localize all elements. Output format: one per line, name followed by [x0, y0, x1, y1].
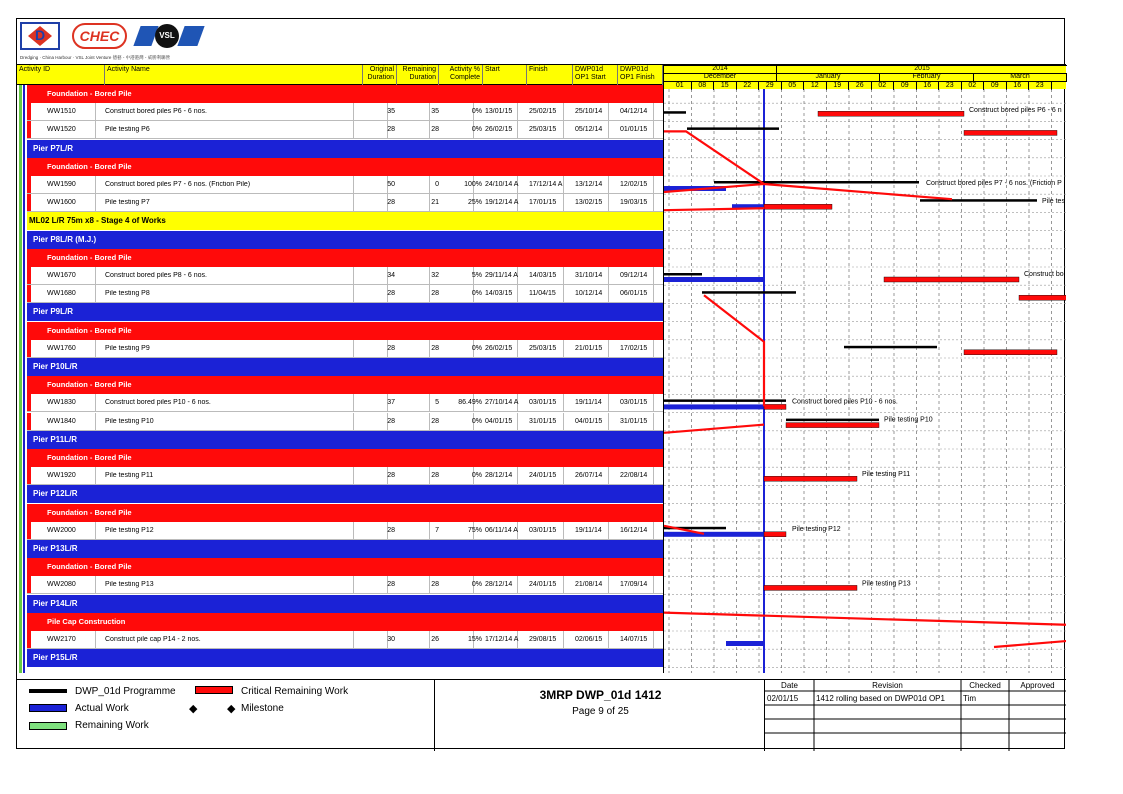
cell-activity-id: WW1840	[47, 417, 76, 425]
cell-activity-id: WW1830	[47, 399, 76, 407]
programme-bar	[687, 127, 779, 129]
dredging-logo: D	[20, 22, 60, 50]
cell-original-duration: 28	[387, 472, 395, 480]
milestone-diamond-icon: ◆	[189, 703, 198, 715]
cell-activity-name: Pile testing P12	[105, 526, 154, 534]
table-row[interactable]	[27, 194, 663, 212]
cell-activity-pct: 0%	[471, 472, 482, 480]
cell-original-duration: 34	[387, 272, 395, 279]
month-header: January	[777, 73, 880, 81]
critical-bar	[786, 423, 879, 428]
cell-activity-pct: 0%	[471, 581, 482, 589]
legend-programme-swatch	[29, 689, 67, 693]
year-2014: 2014	[664, 65, 777, 73]
logo-caption: Dredging · China Harbour · VSL Joint Venture 德藝 - 中港港灣 - 威勝利聯營	[20, 55, 171, 60]
revision-table	[765, 680, 1066, 751]
cell-remaining-duration: 0	[435, 181, 439, 188]
cell-original-duration: 28	[387, 526, 395, 534]
cell-activity-id: WW1590	[47, 181, 76, 188]
cell-activity-pct: 0%	[471, 417, 482, 425]
cell-remaining-duration: 35	[431, 108, 439, 116]
cell-start: 19/12/14 A	[485, 199, 519, 207]
header-divider	[664, 81, 1067, 82]
cell-original-duration: 35	[387, 108, 395, 116]
actual-bar	[664, 404, 764, 409]
wbs-label: Pier P10L/R	[33, 362, 78, 371]
row-wbs-band	[27, 522, 31, 540]
wbs-label: Foundation - Bored Pile	[47, 380, 132, 390]
cell-op1-start: 19/11/14	[575, 526, 602, 534]
cell-op1-start: 13/02/15	[575, 199, 603, 207]
cell-op1-finish: 03/01/15	[620, 399, 648, 407]
row-wbs-band	[27, 631, 31, 649]
programme-bar	[702, 291, 796, 294]
cell-op1-start: 21/01/15	[575, 344, 603, 352]
week-header: 01	[669, 81, 692, 90]
cell-op1-start: 19/11/14	[575, 399, 602, 407]
table-row[interactable]	[27, 413, 663, 431]
wbs-label: Pier P14L/R	[33, 598, 78, 608]
cell-op1-finish: 09/12/14	[620, 272, 648, 279]
wbs-pier-header[interactable]	[27, 649, 663, 667]
cell-activity-id: WW1600	[47, 199, 76, 207]
programme-bar	[664, 273, 702, 276]
wbs-label: Pier P15L/R	[33, 653, 78, 663]
legend-critical-swatch	[195, 686, 233, 694]
wbs-pier-header[interactable]	[27, 303, 663, 321]
actual-bar	[726, 641, 764, 646]
table-row[interactable]	[27, 340, 663, 358]
bar-label: Pile testing P12	[792, 525, 841, 533]
gantt-chart	[663, 89, 1066, 673]
wbs-group-header[interactable]	[27, 158, 663, 176]
cell-remaining-duration: 28	[431, 417, 439, 425]
cell-op1-start: 02/06/15	[575, 636, 603, 643]
cell-activity-id: WW1680	[47, 290, 76, 298]
cell-activity-pct: 86.49%	[458, 399, 482, 407]
col-finish[interactable]: Finish	[527, 65, 573, 86]
cell-op1-finish: 12/02/15	[620, 181, 648, 188]
wbs-label: Foundation - Bored Pile	[47, 562, 132, 572]
week-header: 02	[962, 81, 985, 90]
rev-header-revision: Revision	[872, 681, 903, 690]
wbs-group-header[interactable]	[27, 85, 663, 103]
table-row[interactable]	[27, 103, 663, 121]
rev-header-approved: Approved	[1020, 681, 1055, 690]
rev-row-date: 02/01/15	[767, 694, 799, 703]
wbs-group-header[interactable]	[27, 504, 663, 522]
row-wbs-band	[27, 194, 31, 212]
cell-activity-pct: 5%	[471, 272, 482, 279]
critical-bar	[964, 130, 1057, 135]
cell-op1-finish: 01/01/15	[620, 126, 648, 134]
milestone-diamond-icon-2: ◆	[227, 703, 236, 715]
week-header: 23	[939, 81, 962, 90]
critical-path-link	[704, 295, 764, 406]
cell-activity-id: WW2080	[47, 581, 76, 589]
cell-original-duration: 28	[387, 417, 395, 425]
critical-bar	[1019, 295, 1066, 300]
cell-start: 26/02/15	[485, 126, 513, 134]
cell-remaining-duration: 26	[431, 636, 439, 643]
critical-bar	[764, 585, 857, 590]
gantt-sheet	[16, 18, 1065, 749]
table-row[interactable]	[27, 522, 663, 540]
row-wbs-band	[27, 176, 31, 194]
cell-activity-pct: 0%	[471, 344, 482, 352]
cell-remaining-duration: 28	[431, 344, 439, 352]
legend-actual-swatch	[29, 704, 67, 712]
cell-op1-finish: 14/07/15	[620, 636, 648, 643]
month-header: March	[974, 73, 1067, 81]
chec-logo: CHEC	[72, 23, 127, 49]
col-remaining-duration[interactable]: Remaining Duration	[397, 65, 439, 86]
cell-op1-start: 26/07/14	[575, 472, 603, 480]
week-header: 23	[1029, 81, 1052, 90]
cell-activity-id: WW1760	[47, 344, 76, 352]
cell-activity-name: Pile testing P9	[105, 344, 150, 352]
actual-bar	[664, 277, 764, 282]
cell-activity-name: Pile testing P7	[105, 199, 150, 207]
cell-remaining-duration: 28	[431, 472, 439, 480]
wbs-label: Foundation - Bored Pile	[47, 161, 132, 171]
programme-bar	[664, 399, 786, 402]
row-wbs-band	[27, 413, 31, 431]
week-header: 29	[759, 81, 782, 90]
bar-label: Pile testing P13	[862, 580, 911, 588]
cell-op1-finish: 19/03/15	[620, 199, 648, 207]
wbs-pier-header[interactable]	[27, 540, 663, 558]
wbs-label: Pier P8L/R (M.J.)	[33, 234, 97, 244]
cell-start: 28/12/14	[485, 581, 513, 589]
wbs-label: Pier P11L/R	[33, 434, 78, 444]
wbs-pier-header[interactable]	[27, 358, 663, 376]
wbs-stage-header[interactable]	[27, 212, 663, 230]
cell-start: 29/11/14 A	[485, 272, 518, 279]
cell-activity-id: WW2170	[47, 636, 76, 643]
cell-activity-name: Construct bored piles P8 - 6 nos.	[105, 272, 207, 279]
cell-activity-name: Construct bored piles P6 - 6 nos.	[105, 108, 207, 116]
cell-finish: 24/01/15	[529, 472, 557, 480]
cell-activity-pct: 0%	[471, 126, 482, 134]
cell-activity-name: Construct bored piles P10 - 6 nos.	[105, 399, 211, 407]
cell-activity-name: Pile testing P6	[105, 126, 150, 134]
cell-original-duration: 37	[387, 399, 395, 407]
table-row[interactable]	[27, 631, 663, 649]
cell-activity-pct: 75%	[467, 526, 482, 534]
cell-original-duration: 28	[387, 199, 395, 207]
cell-finish: 25/03/15	[529, 126, 557, 134]
row-wbs-band	[27, 340, 31, 358]
cell-activity-id: WW1510	[47, 108, 76, 116]
critical-bar	[964, 350, 1057, 355]
bar-label: Construct bored piles P7 - 6 nos. (Friction P	[926, 180, 1062, 187]
wbs-label: Pier P12L/R	[33, 489, 78, 499]
week-header: 15	[714, 81, 737, 90]
table-row[interactable]	[27, 394, 663, 412]
cell-remaining-duration: 7	[435, 526, 439, 534]
programme-bar	[844, 346, 937, 349]
vsl-logo: VSL	[137, 23, 203, 49]
cell-start: 24/10/14 A	[485, 181, 519, 188]
page-number: Page 9 of 25	[572, 706, 629, 717]
week-header: 16	[1007, 81, 1030, 90]
cell-finish: 11/04/15	[529, 290, 556, 298]
critical-bar	[884, 277, 1019, 282]
cell-activity-name: Construct bored piles P7 - 6 nos. (Friction Pile)	[105, 181, 251, 188]
row-wbs-band	[27, 103, 31, 121]
cell-finish: 25/02/15	[529, 108, 557, 116]
wbs-label: Foundation - Bored Pile	[47, 252, 132, 262]
activity-table	[17, 85, 663, 673]
wbs-pier-header[interactable]	[27, 431, 663, 449]
wbs-group-header[interactable]	[27, 449, 663, 467]
cell-finish: 31/01/15	[529, 417, 557, 425]
programme-bar	[714, 181, 919, 184]
week-header: 22	[737, 81, 760, 90]
row-wbs-band	[27, 394, 31, 412]
week-header: 26	[849, 81, 872, 90]
rev-header-checked: Checked	[969, 681, 1001, 690]
critical-path-link	[664, 208, 764, 210]
cell-original-duration: 28	[387, 290, 395, 298]
wbs-pier-header[interactable]	[27, 231, 663, 249]
company-logos	[17, 19, 257, 63]
wbs-label: Pile Cap Construction	[47, 616, 126, 626]
cell-finish: 17/01/15	[529, 199, 557, 207]
week-header: 16	[917, 81, 940, 90]
cell-op1-start: 13/12/14	[575, 181, 603, 188]
schedule-title: 3MRP DWP_01d 1412	[539, 688, 662, 702]
col-activity-id[interactable]: Activity ID	[17, 65, 105, 86]
wbs-label: Foundation - Bored Pile	[47, 453, 132, 462]
critical-bar	[764, 532, 786, 537]
table-row[interactable]	[27, 121, 663, 139]
week-header: 05	[782, 81, 805, 90]
cell-op1-start: 31/10/14	[575, 272, 603, 279]
cell-finish: 03/01/15	[529, 399, 557, 407]
wbs-group-header[interactable]	[27, 322, 663, 340]
critical-bar	[764, 476, 857, 481]
cell-activity-pct: 100%	[464, 181, 482, 188]
cell-activity-name: Pile testing P11	[105, 472, 154, 480]
rev-row-checked: Tim	[963, 694, 977, 703]
table-header	[17, 64, 663, 85]
cell-activity-id: WW1670	[47, 272, 76, 279]
wbs-label: Pier P7L/R	[33, 143, 74, 153]
wbs-group-header[interactable]	[27, 558, 663, 576]
cell-op1-finish: 17/02/15	[620, 344, 648, 352]
cell-original-duration: 28	[387, 581, 395, 589]
revision-grid	[765, 680, 1066, 751]
cell-original-duration: 30	[387, 636, 395, 643]
critical-bar	[764, 404, 786, 409]
legend-footer	[17, 679, 1066, 750]
bar-label: Construct bored piles P6 - 6 n	[969, 107, 1062, 115]
week-header: 09	[984, 81, 1007, 90]
table-row[interactable]	[27, 267, 663, 285]
wbs-group-header[interactable]	[27, 249, 663, 267]
title-block	[434, 680, 765, 751]
cell-remaining-duration: 28	[431, 290, 439, 298]
legend-milestone-label: Milestone	[241, 703, 284, 714]
cell-activity-name: Pile testing P13	[105, 581, 154, 589]
cell-op1-finish: 22/08/14	[620, 472, 648, 480]
row-wbs-band	[27, 121, 31, 139]
cell-original-duration: 50	[387, 181, 395, 188]
cell-original-duration: 28	[387, 126, 395, 134]
cell-remaining-duration: 5	[435, 399, 439, 407]
cell-start: 14/03/15	[485, 290, 513, 298]
cell-start: 26/02/15	[485, 344, 513, 352]
col-activity-name[interactable]: Activity Name	[105, 65, 363, 86]
cell-op1-start: 21/08/14	[575, 581, 603, 589]
critical-bar	[764, 204, 832, 209]
cell-op1-finish: 04/12/14	[620, 108, 648, 116]
row-wbs-band	[27, 267, 31, 285]
cell-finish: 25/03/15	[529, 344, 557, 352]
col-start[interactable]: Start	[483, 65, 527, 86]
year-2015: 2015	[914, 65, 930, 72]
week-header: 09	[894, 81, 917, 90]
wbs-label: Pier P9L/R	[33, 307, 74, 317]
cell-remaining-duration: 28	[431, 581, 439, 589]
table-row[interactable]	[27, 576, 663, 594]
header-divider	[664, 73, 1067, 74]
cell-start: 17/12/14 A	[485, 636, 519, 643]
cell-activity-pct: 0%	[471, 108, 482, 116]
legend-remaining-swatch	[29, 722, 67, 730]
timescale-header	[663, 64, 1066, 89]
wbs-label: Pier P13L/R	[33, 544, 78, 553]
cell-original-duration: 28	[387, 344, 395, 352]
cell-finish: 29/08/15	[529, 636, 557, 643]
table-row[interactable]	[27, 467, 663, 485]
cell-activity-pct: 25%	[467, 199, 482, 207]
wbs-label: ML02 L/R 75m x8 - Stage 4 of Works	[29, 216, 166, 226]
wbs-group-header[interactable]	[27, 376, 663, 394]
month-header: December	[664, 73, 777, 81]
cell-op1-start: 10/12/14	[575, 290, 603, 298]
bar-label: Pile tes	[1042, 198, 1065, 206]
table-row[interactable]	[27, 285, 663, 303]
legend-programme-label: DWP_01d Programme	[75, 686, 176, 697]
bar-label: Pile testing P11	[862, 471, 911, 479]
col-op1-finish[interactable]: DWP01d OP1 Finish	[618, 65, 663, 86]
week-header: 19	[827, 81, 850, 90]
cell-start: 27/10/14 A	[485, 399, 519, 407]
actual-bar	[664, 532, 764, 537]
cell-activity-pct: 15%	[467, 636, 482, 643]
bar-label: Construct bored piles P10 - 6 nos.	[792, 398, 898, 406]
cell-activity-id: WW1920	[47, 472, 76, 480]
header-divider	[664, 65, 1067, 66]
cell-op1-start: 04/01/15	[575, 417, 603, 425]
wbs-pier-header[interactable]	[27, 485, 663, 503]
critical-path-link	[664, 613, 1066, 625]
wbs-group-header[interactable]	[27, 613, 663, 631]
programme-bar	[786, 419, 879, 422]
cell-op1-finish: 06/01/15	[620, 290, 648, 298]
cell-activity-pct: 0%	[471, 290, 482, 298]
legend-remaining-label: Remaining Work	[75, 720, 149, 731]
cell-start: 06/11/14 A	[485, 526, 518, 534]
cell-remaining-duration: 28	[431, 126, 439, 134]
cell-activity-id: WW2000	[47, 526, 76, 534]
col-op1-start[interactable]: DWP01d OP1 Start	[573, 65, 618, 86]
week-header: 08	[692, 81, 715, 90]
cell-finish: 17/12/14 A	[529, 181, 563, 188]
legend-actual-label: Actual Work	[75, 703, 129, 714]
cell-finish: 03/01/15	[529, 526, 557, 534]
col-original-duration[interactable]: Original Duration	[363, 65, 397, 86]
critical-bar	[818, 111, 964, 116]
cell-op1-finish: 16/12/14	[620, 526, 648, 534]
row-wbs-band	[27, 467, 31, 485]
gantt-svg	[664, 89, 1066, 673]
row-wbs-band	[27, 285, 31, 303]
week-header: 02	[872, 81, 895, 90]
week-header: 12	[804, 81, 827, 90]
programme-bar	[664, 111, 686, 114]
table-row[interactable]	[27, 176, 663, 194]
cell-op1-finish: 31/01/15	[620, 417, 648, 425]
wbs-label: Foundation - Bored Pile	[47, 89, 132, 98]
bar-label: Pile testing P10	[884, 416, 933, 424]
cell-start: 28/12/14	[485, 472, 513, 480]
col-activity-pct[interactable]: Activity % Complete	[439, 65, 483, 86]
programme-bar	[920, 199, 1037, 202]
cell-finish: 24/01/15	[529, 581, 557, 589]
bar-label: Construct bo	[1024, 271, 1064, 278]
cell-remaining-duration: 32	[431, 272, 439, 279]
cell-remaining-duration: 21	[431, 199, 439, 207]
wbs-pier-header[interactable]	[27, 595, 663, 613]
cell-op1-start: 05/12/14	[575, 126, 603, 134]
cell-activity-id: WW1520	[47, 126, 76, 134]
cell-op1-finish: 17/09/14	[620, 581, 648, 589]
cell-activity-name: Pile testing P10	[105, 417, 154, 425]
wbs-pier-header[interactable]	[27, 140, 663, 158]
cell-start: 04/01/15	[485, 417, 513, 425]
cell-activity-name: Pile testing P8	[105, 290, 150, 298]
legend-critical-label: Critical Remaining Work	[241, 686, 349, 697]
rev-header-date: Date	[781, 681, 798, 690]
cell-start: 13/01/15	[485, 108, 513, 116]
month-header: February	[880, 73, 974, 81]
cell-finish: 14/03/15	[529, 272, 557, 279]
critical-path-link	[994, 641, 1066, 647]
wbs-label: Foundation - Bored Pile	[47, 325, 132, 335]
cell-activity-name: Construct pile cap P14 - 2 nos.	[105, 636, 201, 643]
cell-op1-start: 25/10/14	[575, 108, 603, 116]
rev-row-revision: 1412 rolling based on DWP01d OP1	[816, 694, 945, 703]
row-wbs-band	[27, 576, 31, 594]
wbs-label: Foundation - Bored Pile	[47, 507, 132, 517]
